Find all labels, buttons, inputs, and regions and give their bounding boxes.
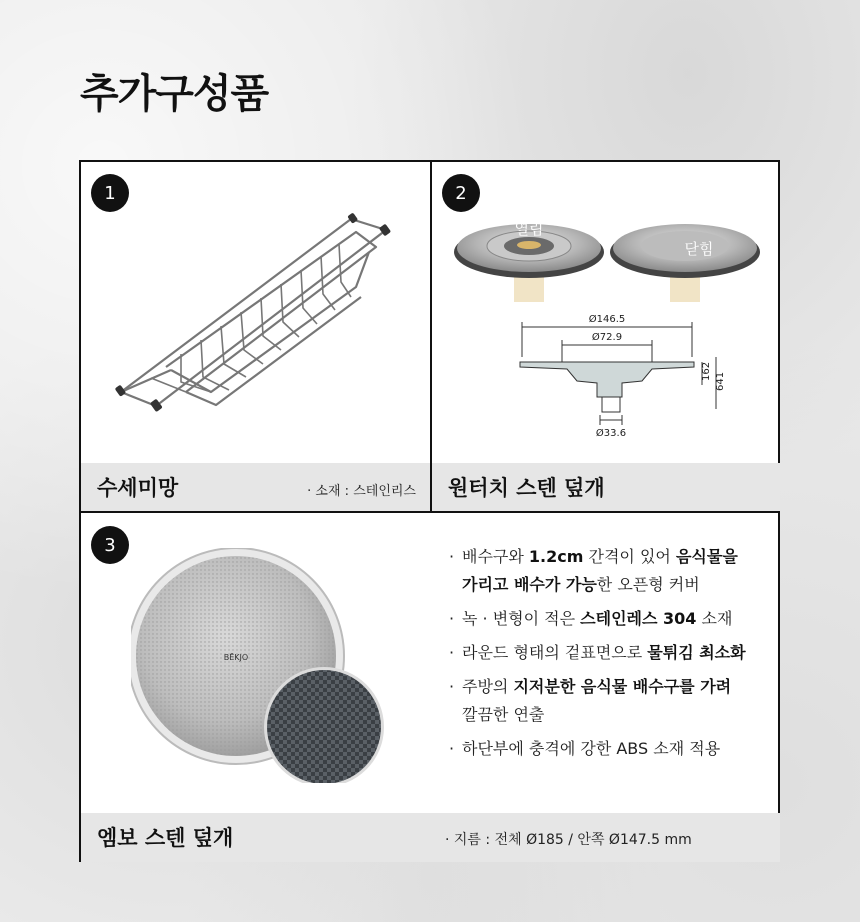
dim-inner: Ø72.9: [591, 332, 623, 343]
cover-logo: BĒKJO: [223, 653, 249, 662]
component-card-1: [81, 162, 430, 511]
dim-height-2: 641: [715, 371, 726, 391]
feature-text: 주방의: [462, 677, 514, 696]
embossed-cover-image: [131, 548, 401, 783]
diameter-note: · 지름 : 전체 Ø185 / 안쪽 Ø147.5 mm: [445, 832, 692, 848]
feature-item: [449, 735, 769, 763]
card-footer: [81, 463, 430, 511]
number-badge: 3: [91, 526, 129, 564]
components-grid: [79, 160, 780, 862]
feature-highlight: 스테인레스 304: [580, 609, 697, 628]
card-footer: [432, 463, 780, 511]
feature-highlight: 음식물을: [675, 547, 738, 566]
component-name: 원터치 스텐 덮개: [448, 476, 605, 500]
feature-highlight: 물튀김 최소화: [647, 643, 746, 662]
component-name: 엠보 스텐 덮개: [97, 826, 234, 850]
component-name: 수세미망: [97, 476, 179, 500]
drain-stoppers-image: [452, 210, 767, 305]
feature-highlight: 지저분한 음식물 배수구를 가려: [513, 677, 732, 696]
page-title: 추가구성품: [80, 71, 269, 117]
dimension-drawing: [502, 307, 732, 447]
dim-height-1: 162: [701, 361, 712, 381]
feature-text: 간격이 있어: [583, 547, 676, 566]
feature-item: [449, 639, 769, 667]
dim-pipe: Ø33.6: [595, 428, 627, 439]
material-note: · 소재 : 스테인리스: [307, 484, 416, 499]
feature-list: [449, 543, 769, 769]
feature-item: [449, 605, 769, 633]
wire-basket-image: [111, 202, 411, 422]
feature-text: 소재: [696, 609, 733, 628]
feature-item: [449, 673, 769, 729]
component-card-2: [432, 162, 780, 511]
component-card-3: [81, 513, 780, 862]
feature-text: 배수구와: [462, 547, 529, 566]
number-badge: 1: [91, 174, 129, 212]
feature-highlight: 1.2cm: [528, 547, 584, 566]
feature-item: [449, 543, 769, 599]
dim-outer: Ø146.5: [588, 314, 626, 325]
closed-label: 닫힘: [684, 240, 714, 258]
feature-text: 하단부에 충격에 강한 ABS 소재 적용: [462, 739, 721, 758]
open-label: 열림: [514, 220, 544, 238]
feature-text: 라운드 형태의 겉표면으로: [462, 643, 648, 662]
feature-highlight: 가리고 배수가 가능: [462, 575, 597, 594]
feature-text: 깔끔한 연출: [462, 705, 545, 724]
feature-text: 녹 · 변형이 적은: [462, 609, 581, 628]
card-footer: [81, 813, 780, 862]
feature-text: 한 오픈형 커버: [596, 575, 700, 594]
number-badge: 2: [442, 174, 480, 212]
